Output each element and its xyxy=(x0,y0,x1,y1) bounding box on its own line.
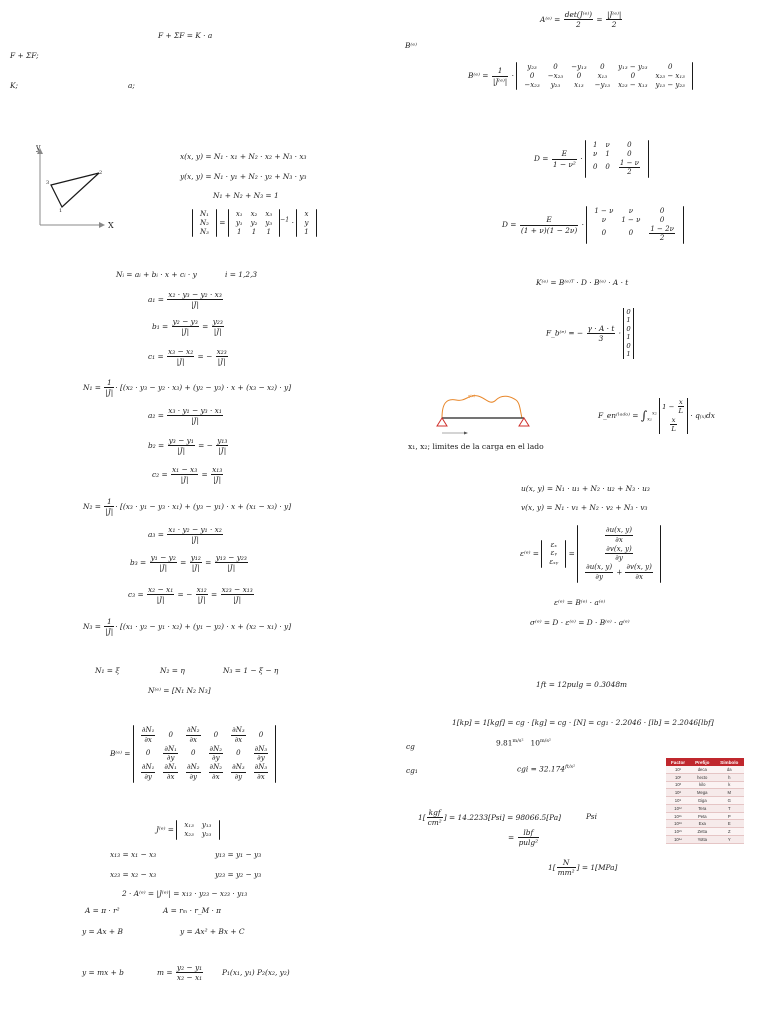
factor-cell: 10¹ xyxy=(666,766,690,773)
inverse-matrix-eq: N₁ N₂ N₃ = x₁ x₂ x₃ y₁ y₂ y₃ 1 1 1 $^{-1}$ · x y 1 xyxy=(192,209,317,237)
table-row xyxy=(666,781,744,789)
displacement-label: a; xyxy=(128,81,135,90)
factor-cell: 10² xyxy=(666,773,690,781)
y23-def: y₂₃ = y₂ − y₃ xyxy=(215,870,262,879)
n2-expansion: N₂ = $\frac{1}{|J|}$ · [(x₃ · y₁ − y₃ · x₁) + (y₃ − y₁) · x + (x₁ − x₃) · y] xyxy=(83,497,292,517)
cg-label: cg xyxy=(406,742,415,751)
prefix-cell: hecto xyxy=(690,773,714,781)
symbol-cell: Y xyxy=(714,836,744,844)
circle-area-eq: A = π · r² xyxy=(85,906,120,915)
linear-eq: y = Ax + B xyxy=(82,927,123,936)
c2-eq: c₂ = $\frac{\text{x₁ − x₃}}{|J|}$ = $\frac{\text{x₁₃}}{|J|}$ xyxy=(152,465,223,485)
x13-def: x₁₃ = x₁ − x₃ xyxy=(110,850,157,859)
prefix-cell: Peta xyxy=(690,812,714,820)
ellipse-area-eq: A = rₘ · r_M · π xyxy=(163,906,222,915)
table-row xyxy=(666,773,744,781)
symbol-cell: k xyxy=(714,781,744,789)
quadratic-eq: y = Ax² + Bx + C xyxy=(180,927,245,936)
force-label: F + ΣF; xyxy=(10,51,39,60)
v-interp-eq: v(x, y) = N₁ · v₁ + N₂ · v₂ + N₃ · v₃ xyxy=(521,503,648,512)
shape-function-def: Nᵢ = aᵢ + bᵢ · x + cᵢ · y xyxy=(116,270,197,279)
stiffness-eq: K⁽ᵉ⁾ = B⁽ᵉ⁾ᵀ · D · B⁽ᵉ⁾ · A · t xyxy=(536,278,629,287)
n1-expansion: N₁ = $\frac{1}{|J|}$ · [(x₂ · y₃ − y₂ · x₃) + (y₂ − y₃) · x + (x₃ − x₂) · y] xyxy=(83,378,292,398)
cg1-label: cg₁ xyxy=(406,766,418,775)
d-plane-strain: D = $\frac{E}{(1 + \nu)(1 - 2\nu)}$ · 1 − ν ν 0 ν 1 − ν 0 0 0 $\frac{1 - 2\nu}{2}$ xyxy=(502,206,684,244)
body-force-eq: F_b⁽ᵉ⁾ = − $\frac{\gamma \cdot A \cdot t}{3}$ · 0 1 0 1 0 1 xyxy=(546,308,634,359)
table-row xyxy=(666,812,744,820)
lado-load-eq: F_en⁽ˡᵃᵈᵒ⁾ = $\int_{x_1}^{x_2}$ 1 − $\frac{x}{L}$ $\frac{x}{L}$ · q₍ₓ₎dx xyxy=(598,398,715,434)
table-row xyxy=(666,804,744,812)
stiffness-label: K; xyxy=(10,81,19,90)
y-interp-eq: y(x, y) = N₁ · y₁ + N₂ · y₂ + N₃ · y₃ xyxy=(180,172,307,181)
load-curve xyxy=(442,396,522,418)
axis-x-label: X xyxy=(108,221,114,230)
c3-eq: c₃ = $\frac{\text{x₂ − x₁}}{|J|}$ = − $\frac{\text{x₁₂}}{|J|}$ = $\frac{\text{x₂₃ − x₁₃}}{|J|}$ xyxy=(128,585,253,605)
factor-header: Factor xyxy=(666,758,690,766)
prefix-cell: Yotta xyxy=(690,836,714,844)
n3-expansion: N₃ = $\frac{1}{|J|}$ · [(x₁ · y₂ − y₁ · x₂) + (y₁ − y₂) · x + (x₂ − x₁) · y] xyxy=(83,617,292,637)
a2-eq: a₂ = $\frac{\text{x₃ · y₁ − y₃ · x₁}}{|J|}$ xyxy=(148,406,222,426)
prefix-table-header xyxy=(666,758,744,766)
stress-eq: σ⁽ᵉ⁾ = D · ε⁽ᵉ⁾ = D · B⁽ᵉ⁾ · a⁽ᵉ⁾ xyxy=(530,618,630,627)
ne-vector: N⁽ᵉ⁾ = [N₁ N₂ N₃] xyxy=(148,686,211,695)
prefix-cell: Giga xyxy=(690,797,714,805)
distributed-load-diagram xyxy=(432,388,537,440)
jacobian-eq: J⁽ᵉ⁾ = x₁₃ y₁₃ x₂₃ y₂₃ xyxy=(156,820,220,840)
mpa-conversion: 1[ $\frac{N}{\text{mm²}}$ ] = 1[MPa] xyxy=(548,858,618,878)
load-limits-note: x₁, x₂; limites de la carga en el lado xyxy=(408,442,544,451)
feet-conversion: 1ft = 12pulg = 0.3048m xyxy=(536,680,628,689)
right-support xyxy=(519,418,529,426)
left-support xyxy=(437,418,447,426)
partition-unity-eq: N₁ + N₂ + N₃ = 1 xyxy=(213,191,279,200)
x-interp-eq: x(x, y) = N₁ · x₁ + N₂ · x₂ + N₃ · x₃ xyxy=(180,152,307,161)
load-label: q(x) xyxy=(468,394,475,398)
y13-def: y₁₃ = y₁ − y₃ xyxy=(215,850,262,859)
prefix-cell: Exa xyxy=(690,820,714,828)
psi-conversion: 1[ $\frac{\text{kgf}}{\text{cm²}}$ ] = 14.2233[Psi] = 98066.5[Pa] xyxy=(418,808,562,828)
factor-cell: 10¹⁵ xyxy=(666,812,690,820)
prefix-cell: Mega xyxy=(690,789,714,797)
area-jacobian-eq: 2 · A⁽ᵉ⁾ = |J⁽ᵉ⁾| = x₁₃ · y₂₃ − x₂₃ · y₁₃ xyxy=(122,889,248,898)
prefix-cell: deca xyxy=(690,766,714,773)
cg1-value: cgi = $32.174^{ft/s^2}$ xyxy=(517,764,576,774)
d-plane-stress: D = $\frac{E}{\text{1 − ν²}}$ · 1 ν 0 ν 1 0 0 0 $\frac{1 - \nu}{2}$ xyxy=(534,140,649,178)
prefix-cell: kilo xyxy=(690,781,714,789)
symbol-cell: h xyxy=(714,773,744,781)
symbol-header: Símbolo xyxy=(714,758,744,766)
kp-conversion: 1[kp] = 1[kgf] = cg · [kg] = cg · [N] = cg₁ · 2.2046 · [lb] = 2.2046[lbf] xyxy=(452,718,714,727)
prefix-cell: Tera xyxy=(690,804,714,812)
table-row xyxy=(666,766,744,773)
table-row xyxy=(666,820,744,828)
node-3-label: 3 xyxy=(46,180,50,186)
symbol-cell: da xyxy=(714,766,744,773)
cg-values: $9.81^{m/s^2}$ $10^{m/s^2}$ xyxy=(496,738,551,748)
n2-natural: N₂ = η xyxy=(160,666,185,675)
node-1-label: 1 xyxy=(59,208,63,214)
points-def: P₁(x₁, y₁) P₂(x₂, y₂) xyxy=(222,968,290,977)
b3-eq: b₃ = $\frac{\text{y₁ − y₂}}{|J|}$ = $\frac{\text{y₁₂}}{|J|}$ = $\frac{\text{y₁₃ − y₂₃}}{|J|}$ xyxy=(130,553,247,573)
strain-b-eq: ε⁽ᵉ⁾ = B⁽ᵉ⁾ · a⁽ᵉ⁾ xyxy=(554,598,606,607)
a3-eq: a₃ = $\frac{\text{x₁ · y₂ − y₁ · x₂}}{|J|}$ xyxy=(148,525,222,545)
table-row xyxy=(666,836,744,844)
triangle-shape xyxy=(51,173,99,207)
factor-cell: 10²¹ xyxy=(666,828,690,836)
c1-eq: c₁ = $\frac{\text{x₃ − x₂}}{|J|}$ = − $\frac{\text{x₂₃}}{|J|}$ xyxy=(148,347,227,367)
n1-natural: N₁ = ξ xyxy=(95,666,120,675)
table-row xyxy=(666,828,744,836)
be-label: B⁽ᵉ⁾ xyxy=(405,41,417,50)
x-axis-arrow xyxy=(99,222,105,228)
b2-eq: b₂ = $\frac{\text{y₃ − y₁}}{|J|}$ = − $\frac{\text{y₁₃}}{|J|}$ xyxy=(148,436,228,456)
slope-eq: m = $\frac{\text{y₂ − y₁}}{\text{x₂ − x₁}}$ xyxy=(157,963,203,983)
a1-eq: a₁ = $\frac{\text{x₂ · y₃ − y₂ · x₃}}{|J|}$ xyxy=(148,290,222,310)
newton-equation: F + ΣF = K · a xyxy=(158,31,213,40)
factor-cell: 10¹⁸ xyxy=(666,820,690,828)
si-prefix-table xyxy=(666,758,744,844)
line-eq: y = mx + b xyxy=(82,968,124,977)
symbol-cell: T xyxy=(714,804,744,812)
symbol-cell: P xyxy=(714,812,744,820)
factor-cell: 10⁹ xyxy=(666,797,690,805)
symbol-cell: E xyxy=(714,820,744,828)
strain-vector-eq: ε⁽ᵉ⁾ = εₓ εᵧ εₓᵧ = $\frac{\partial u(x, y)}{\partial x}$ $\frac{\partial v(x, y)}{\partial y}$ $\frac{\partial u(x, y)}{\partial y}$ + $\frac{\partial v(x, y)}{\partial x}$ xyxy=(520,525,661,583)
prefix-cell: Zetta xyxy=(690,828,714,836)
symbol-cell: G xyxy=(714,797,744,805)
b1-eq: b₁ = $\frac{\text{y₂ − y₃}}{|J|}$ = $\frac{\text{y₂₃}}{|J|}$ xyxy=(152,317,223,337)
n3-natural: N₃ = 1 − ξ − η xyxy=(223,666,279,675)
table-row xyxy=(666,789,744,797)
be-matrix-left: B⁽ᵉ⁾ = $\frac{\text{∂N₁}}{\partial x}$ 0 $\frac{\text{∂N₂}}{\partial x}$ 0 $\frac{\text{∂N₃}}{\partial x}$ 0 0 $\frac{\text{∂N₁}}{\partial y}$ 0 $\frac{\text{∂N₂}}{\partial y}$ 0 $\frac{\text{∂N₃}}{\partial y}$ $\frac{\text{∂N₁}}{\partial y}$ $\frac{\text{∂N₁}}{\partial x}$ $\frac{\text{∂N₂}}{\partial y}$ $\frac{\text{∂N₂}}{\partial x}$ $\frac{\text{∂N₃}}{\partial y}$ $\frac{\text{∂N₃}}{\partial x}$ xyxy=(110,725,276,783)
node-2-label: 2 xyxy=(99,170,103,176)
area-element-eq: A⁽ᵉ⁾ = $\frac{\text{det(J⁽ᵉ⁾)}}{2}$ = $\frac{\text{|J⁽ᵉ⁾|}}{2}$ xyxy=(540,10,622,30)
x23-def: x₂₃ = x₂ − x₃ xyxy=(110,870,157,879)
u-interp-eq: u(x, y) = N₁ · u₁ + N₂ · u₂ + N₃ · u₃ xyxy=(521,484,650,493)
symbol-cell: Z xyxy=(714,828,744,836)
shape-function-index: i = 1,2,3 xyxy=(225,270,258,279)
prefix-header: Prefijo xyxy=(690,758,714,766)
factor-cell: 10³ xyxy=(666,781,690,789)
factor-cell: 10²⁴ xyxy=(666,836,690,844)
factor-cell: 10¹² xyxy=(666,804,690,812)
symbol-cell: M xyxy=(714,789,744,797)
be-matrix-right: B⁽ᵉ⁾ = $\frac{1}{\text{|J⁽ᵉ⁾|}}$ · y₂₃ 0 −y₁₃ 0 y₁₃ − y₂₃ 0 0 −x₂₃ 0 x₁₃ 0 x₂₃ − x₁₃ −x₂₃ y₂₃ x₁₃ −y₁₃ x₂₃ − x₁₃ y₁₃ − y₂₃ xyxy=(468,62,693,90)
table-row xyxy=(666,797,744,805)
factor-cell: 10⁶ xyxy=(666,789,690,797)
psi-label: Psi xyxy=(586,812,597,821)
dimension-arrow xyxy=(464,432,468,435)
axis-y-label: y xyxy=(36,143,41,152)
psi-definition: = $\frac{\text{lbf}}{\text{pulg²}}$ xyxy=(508,828,539,848)
